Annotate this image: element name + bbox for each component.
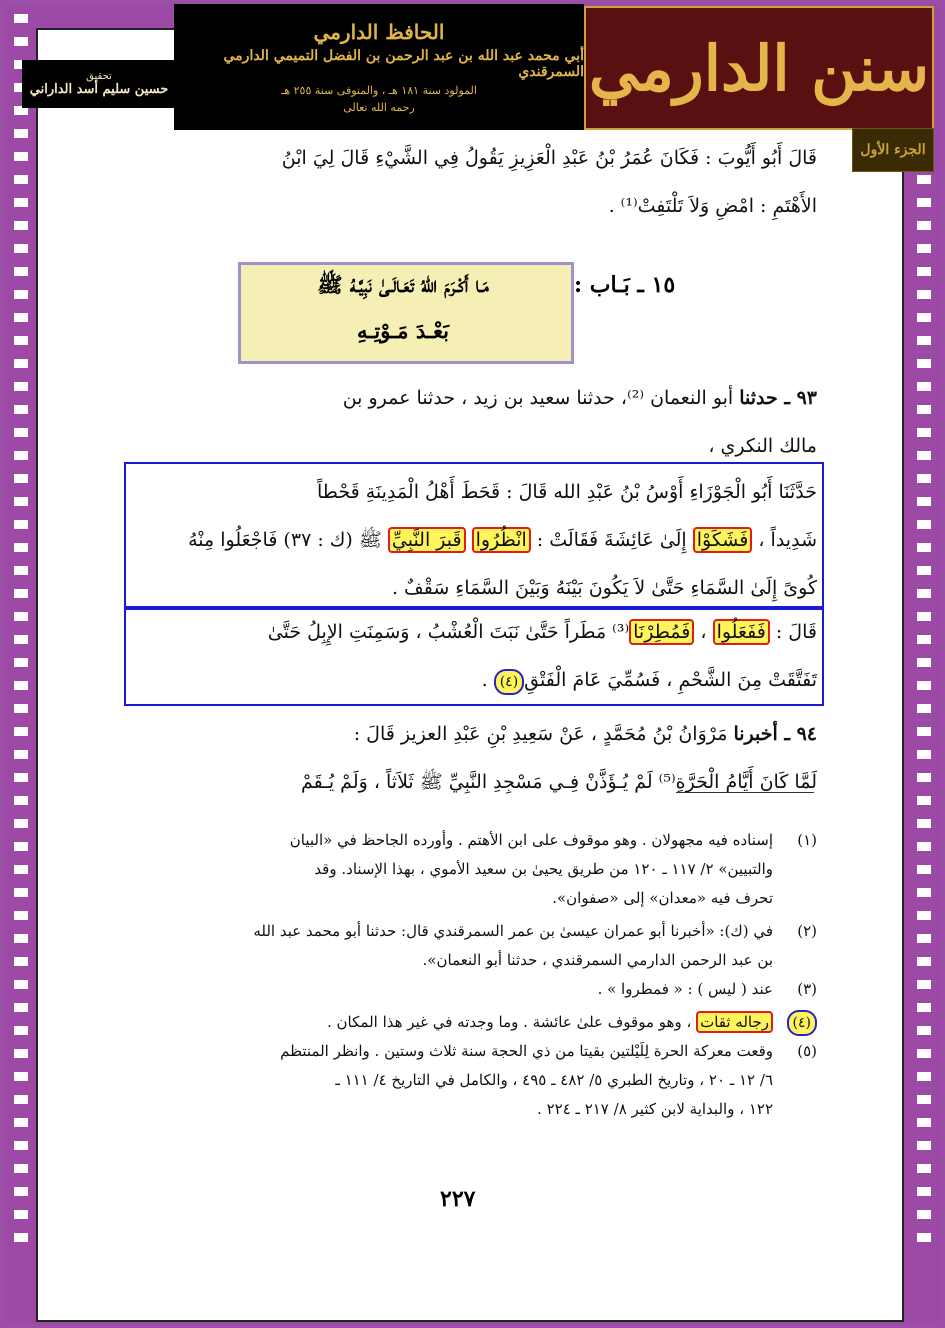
footnote-divider xyxy=(676,792,814,793)
footnote-4-number: (٤) xyxy=(787,1010,817,1036)
book-logo-text: سنن الدارمي xyxy=(588,31,930,105)
footnote-5-number: (٥) xyxy=(797,1042,817,1060)
hadith-93-line-2: مالك النكري ، xyxy=(708,435,817,457)
editor-name: حسين سليم أسد الداراني xyxy=(29,82,169,97)
footnote-2-number: (٢) xyxy=(797,922,817,940)
chapter-title xyxy=(238,262,568,354)
hadith-93-line-1 xyxy=(128,374,817,422)
footnote-3-number: (٣) xyxy=(797,980,817,998)
right-dot-border xyxy=(917,4,931,1324)
hadith-94-label: ٩٤ ـ أخبرنا xyxy=(733,723,817,745)
line4-d: ﷺ (ك : ٣٧) فَاجْعَلُوا مِنْهُ xyxy=(188,529,388,551)
hadith-93-isnad xyxy=(128,374,817,470)
book-logo xyxy=(584,6,934,130)
top-line-1: قَالَ أَبُو أَيُّوبَ : فَكَانَ عُمَرُ بْنُ عَبْدِ الْعَزِيزِ يَقُولُ فِي الشَّيْءِ قَالَ لِيَ ابْنُ xyxy=(281,147,817,169)
author-name: أبي محمد عبد الله بن عبد الرحمن بن الفضل التميمي الدارمي السمرقندي xyxy=(223,48,584,80)
footnote-1-line-1: إسناده فيه مجهولان . وهو موقوف على ابن الأهتم . وأورده الجاحظ في «البيان xyxy=(289,831,773,849)
hadith-93-line-3: حَدَّثَنَا أَبُو الْجَوْزَاءِ أَوْسُ بْنُ عَبْدِ الله قَالَ : قَحَطَ أَهْلُ الْمَدِينَةِ قَحْطاً xyxy=(316,481,817,503)
line4-b: إِلَىٰ عَائِشَةَ فَقَالَتْ : xyxy=(530,529,693,551)
hadith-93-label: ٩٣ ـ حدثنا xyxy=(739,387,817,409)
highlight-rijaluhu-thiqat: رجاله ثقات xyxy=(696,1011,773,1033)
line4-a: شَدِيداً ، xyxy=(752,529,817,551)
hadith-93-line-4 xyxy=(128,516,817,564)
hadith-93-line-7 xyxy=(128,656,817,704)
volume-label: الجزء الأول xyxy=(860,142,926,158)
chapter-number: ١٥ ـ بَـاب : xyxy=(574,272,676,298)
line7-a: تَفَتَّقَتْ مِنَ الشَّحْمِ ، فَسُمِّيَ عَامَ الْفَتْقِ xyxy=(524,669,817,691)
author-banner xyxy=(174,4,584,130)
hadith-93-line-1-text: أبو النعمان ⁽²⁾، حدثنا سعيد بن زيد ، حدثنا عمرو بن xyxy=(342,387,740,409)
footnote-1-line-3: تحرف فيه «معدان» إلى «صفوان». xyxy=(552,889,773,907)
chapter-title-line-2: بَعْـدَ مَـوْتِـهِ xyxy=(357,318,449,343)
author-dates: المولود سنة ١٨١ هـ ، والمتوفى سنة ٢٥٥ هـ xyxy=(281,84,477,97)
author-title: الحافظ الدارمي xyxy=(313,20,445,44)
editor-badge xyxy=(22,60,176,108)
footnote-2-line-2: بن عبد الرحمن الدارمي السمرقندي ، حدثنا أبو النعمان». xyxy=(422,951,773,969)
footnote-2-line-1: في (ك): «أخبرنا أبو عمران عيسىٰ بن عمر السمرقندي قال: حدثنا أبو محمد عبد الله xyxy=(253,922,773,940)
highlight-famutirna: فَمُطِرْنَا xyxy=(629,619,694,645)
hadith-93-matn xyxy=(128,468,817,612)
footnote-2 xyxy=(128,917,817,975)
line4-c xyxy=(466,529,472,551)
page-number: ٢٢٧ xyxy=(440,1186,476,1212)
author-blessing: رحمه الله تعالى xyxy=(343,101,415,114)
line6-b: ، xyxy=(694,621,713,643)
volume-badge xyxy=(852,128,934,172)
footnote-1-line-2: والتبيين» ٢/ ١١٧ ـ ١٢٠ من طريق يحيىٰ بن سعيد الأموي ، بهذا الإسناد. وقد xyxy=(314,860,773,878)
top-paragraph xyxy=(128,134,817,230)
hadith-94-line-1-text: مَرْوَانُ بْنُ مُحَمَّدٍ ، عَنْ سَعِيدِ بْنِ عَبْدِ العزيز قَالَ : xyxy=(353,723,734,745)
footnote-5 xyxy=(128,1037,817,1124)
line6-c: ⁽³⁾ مَطَراً حَتَّىٰ نَبَتَ الْعُشْبُ ، وَسَمِنَتِ الإِبِلُ حَتَّىٰ xyxy=(267,621,630,643)
line6-a: قَالَ : xyxy=(769,621,817,643)
highlight-fafaalu: فَفَعَلُوا xyxy=(713,619,770,645)
editor-label: تحقيق xyxy=(86,71,112,82)
footnote-5-line-2: ٦/ ١٢ ـ ٢٠ ، وتاريخ الطبري ٥/ ٤٨٢ ـ ٤٩٥ ، والكامل في التاريخ ٤/ ١١١ ـ xyxy=(335,1071,773,1089)
footnote-1 xyxy=(128,826,817,913)
footnote-5-line-3: ١٢٢ ، والبداية لابن كثير ٨/ ٢١٧ ـ ٢٢٤ . xyxy=(537,1100,773,1118)
top-line-2: الأَهْتَمِ : امْضِ وَلاَ تَلْتَفِتْ⁽¹⁾ . xyxy=(608,195,817,217)
line7-b: . xyxy=(481,669,494,691)
hadith-93-line-6 xyxy=(128,608,817,656)
left-dot-border xyxy=(14,4,28,1324)
hadith-93-rain xyxy=(128,608,817,704)
footnote-3-line-1: عند ( ليس ) : « فمطروا » . xyxy=(597,980,773,998)
footnote-4-line-1: ، وهو موقوف علىٰ عائشة . وما وجدته في غير هذا المكان . xyxy=(327,1013,692,1031)
highlight-fashakaw: فَشَكَوْا xyxy=(693,527,753,553)
hadith-94-line-2: لَمَّا كَانَ أَيَّامُ الْحَرَّةِ⁽⁵⁾ لَمْ يُـؤَذَّنْ فِـي مَسْجِدِ النَّبِيِّ ﷺ ثَلاَثاً ، وَلَمْ يُـقَمْ xyxy=(301,771,817,793)
chapter-title-line-1: مَـا أَكْـرَمَ اللهُ تَعَـالَـىٰ نَبِيَّـهُ ﷺ xyxy=(317,272,489,297)
footnote-4-number-wrap xyxy=(773,1008,817,1037)
hadith-94-line-1 xyxy=(128,710,817,758)
footnote-1-number: (١) xyxy=(797,831,817,849)
highlight-unzuru: انْظُرُوا xyxy=(472,527,531,553)
footnotes xyxy=(128,826,817,1124)
footnote-4 xyxy=(128,1008,817,1037)
footnote-3 xyxy=(128,975,817,1004)
hadith-93-line-5: كُوىً إِلَىٰ السَّمَاءِ حَتَّىٰ لاَ يَكُونَ بَيْنَهُ وَبَيْنَ السَّمَاءِ سَقْفٌ . xyxy=(391,577,817,599)
footnote-4-marker: (٤) xyxy=(494,669,524,695)
highlight-qabr: قَبرَ النَّبِيِّ xyxy=(388,527,466,553)
footnote-5-line-1: وقعت معركة الحرة لِلَيْلتين بقيتا من ذي الحجة سنة ثلاث وستين . وانظر المنتظم xyxy=(280,1042,773,1060)
